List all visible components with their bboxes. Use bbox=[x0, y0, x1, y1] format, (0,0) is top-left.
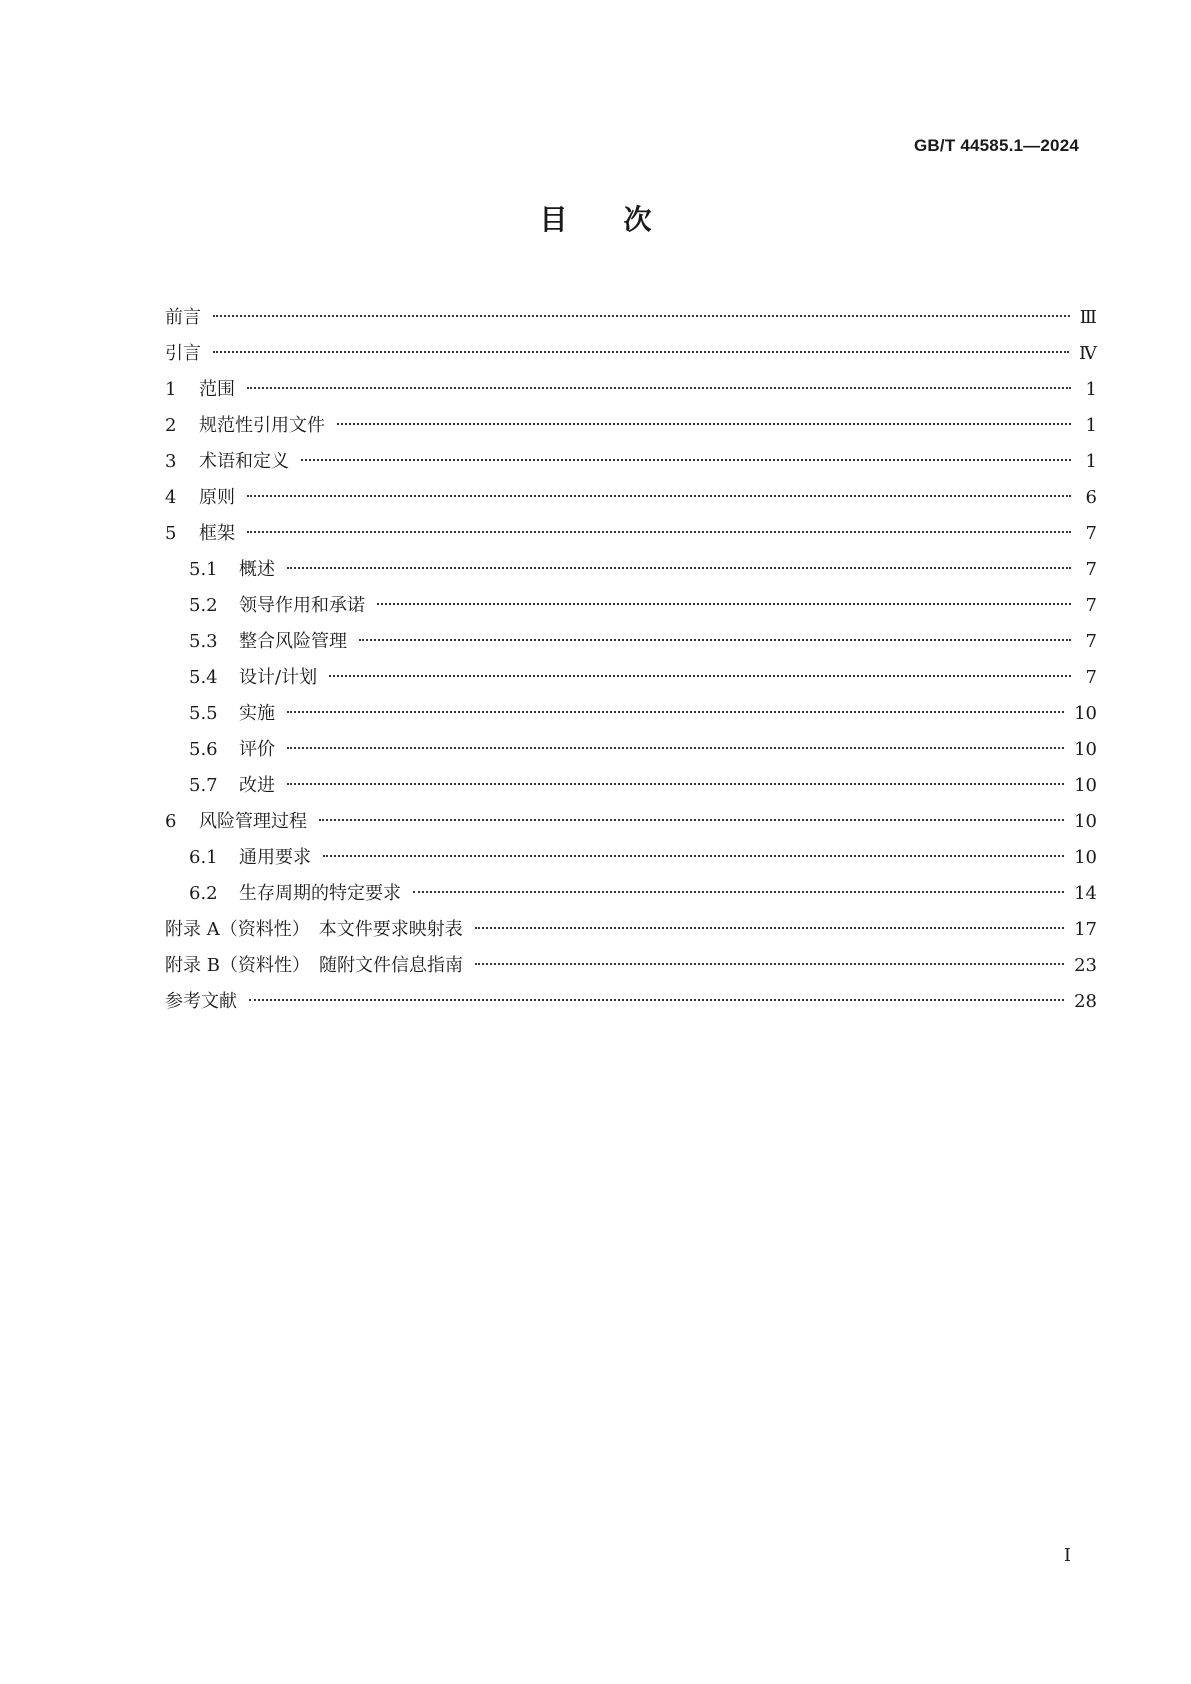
dot-leader bbox=[475, 927, 1064, 929]
toc-entry-page: 10 bbox=[1074, 739, 1097, 760]
toc-entry[interactable] bbox=[165, 624, 1097, 660]
toc-entry-number: 1 bbox=[165, 379, 177, 400]
toc-entry-title: 引言 bbox=[165, 343, 201, 364]
toc-entry-page: 1 bbox=[1085, 415, 1097, 436]
toc-entry-number: 5.4 bbox=[189, 667, 218, 688]
toc-entry-title: 整合风险管理 bbox=[239, 631, 347, 652]
dot-leader bbox=[323, 855, 1064, 857]
page-title: 目次 bbox=[539, 203, 708, 236]
toc-entry-title: 通用要求 bbox=[239, 847, 311, 868]
toc-entry[interactable] bbox=[165, 984, 1097, 1020]
toc-entry-title: 附录 A（资料性） 本文件要求映射表 bbox=[165, 919, 463, 940]
toc-entry-title: 设计/计划 bbox=[239, 667, 318, 688]
toc-entry-title: 规范性引用文件 bbox=[199, 415, 325, 436]
toc-entry-number: 6.1 bbox=[189, 847, 218, 868]
toc-entry[interactable] bbox=[165, 840, 1097, 876]
toc-entry-number: 5.1 bbox=[189, 559, 218, 580]
toc-entry-title: 参考文献 bbox=[165, 991, 237, 1012]
toc-entry-title: 附录 B（资料性） 随附文件信息指南 bbox=[165, 955, 463, 976]
dot-leader bbox=[287, 747, 1064, 749]
toc-entry-title: 框架 bbox=[199, 523, 235, 544]
dot-leader bbox=[337, 423, 1071, 425]
toc-entry-number: 4 bbox=[165, 487, 177, 508]
toc-entry[interactable] bbox=[165, 408, 1097, 444]
toc-entry-title: 概述 bbox=[239, 559, 275, 580]
dot-leader bbox=[301, 459, 1071, 461]
dot-leader bbox=[329, 675, 1071, 677]
dot-leader bbox=[413, 891, 1064, 893]
toc-entry[interactable] bbox=[165, 912, 1097, 948]
table-of-contents bbox=[165, 300, 1097, 1020]
toc-entry-page: 7 bbox=[1085, 595, 1097, 616]
toc-entry-page: 7 bbox=[1085, 523, 1097, 544]
dot-leader bbox=[287, 711, 1064, 713]
toc-entry[interactable] bbox=[165, 768, 1097, 804]
toc-entry-page: 23 bbox=[1074, 955, 1097, 976]
toc-entry[interactable] bbox=[165, 732, 1097, 768]
dot-leader bbox=[213, 315, 1070, 317]
toc-entry-number: 5.5 bbox=[189, 703, 218, 724]
toc-entry-number: 6 bbox=[165, 811, 177, 832]
toc-entry-title: 原则 bbox=[199, 487, 235, 508]
toc-entry-page: 14 bbox=[1074, 883, 1097, 904]
toc-entry-page: 7 bbox=[1085, 631, 1097, 652]
toc-entry-page: Ⅲ bbox=[1079, 307, 1097, 328]
toc-entry[interactable] bbox=[165, 552, 1097, 588]
toc-entry-page: 17 bbox=[1074, 919, 1097, 940]
toc-entry-number: 2 bbox=[165, 415, 177, 436]
toc-entry-page: 28 bbox=[1074, 991, 1097, 1012]
toc-entry-number: 5.7 bbox=[189, 775, 218, 796]
toc-entry-title: 范围 bbox=[199, 379, 235, 400]
dot-leader bbox=[319, 819, 1064, 821]
dot-leader bbox=[249, 999, 1064, 1001]
toc-entry[interactable] bbox=[165, 948, 1097, 984]
dot-leader bbox=[287, 567, 1071, 569]
toc-entry-number: 5.3 bbox=[189, 631, 218, 652]
toc-entry-page: 10 bbox=[1074, 703, 1097, 724]
toc-entry[interactable] bbox=[165, 804, 1097, 840]
dot-leader bbox=[247, 495, 1071, 497]
toc-entry[interactable] bbox=[165, 660, 1097, 696]
dot-leader bbox=[377, 603, 1071, 605]
toc-entry-title: 风险管理过程 bbox=[199, 811, 307, 832]
toc-entry-page: 1 bbox=[1085, 379, 1097, 400]
toc-entry[interactable] bbox=[165, 372, 1097, 408]
toc-entry-title: 实施 bbox=[239, 703, 275, 724]
toc-entry-page: 7 bbox=[1085, 667, 1097, 688]
toc-entry-title: 术语和定义 bbox=[199, 451, 289, 472]
toc-entry-page: Ⅳ bbox=[1079, 343, 1097, 364]
toc-entry-title: 生存周期的特定要求 bbox=[239, 883, 401, 904]
toc-entry[interactable] bbox=[165, 336, 1097, 372]
toc-entry-page: 6 bbox=[1085, 487, 1097, 508]
toc-entry-number: 3 bbox=[165, 451, 177, 472]
toc-entry-title: 评价 bbox=[239, 739, 275, 760]
toc-entry-number: 5.6 bbox=[189, 739, 218, 760]
toc-entry-number: 5.2 bbox=[189, 595, 218, 616]
dot-leader bbox=[247, 387, 1071, 389]
dot-leader bbox=[213, 351, 1069, 353]
toc-entry[interactable] bbox=[165, 876, 1097, 912]
toc-entry-title: 前言 bbox=[165, 307, 201, 328]
toc-entry[interactable] bbox=[165, 444, 1097, 480]
dot-leader bbox=[287, 783, 1064, 785]
toc-entry-title: 领导作用和承诺 bbox=[239, 595, 365, 616]
toc-entry-page: 7 bbox=[1085, 559, 1097, 580]
dot-leader bbox=[475, 963, 1064, 965]
toc-entry[interactable] bbox=[165, 696, 1097, 732]
toc-entry-page: 10 bbox=[1074, 775, 1097, 796]
toc-entry-page: 10 bbox=[1074, 847, 1097, 868]
toc-entry[interactable] bbox=[165, 588, 1097, 624]
toc-entry-page: 1 bbox=[1085, 451, 1097, 472]
toc-entry[interactable] bbox=[165, 516, 1097, 552]
toc-entry-page: 10 bbox=[1074, 811, 1097, 832]
toc-entry-number: 6.2 bbox=[189, 883, 218, 904]
dot-leader bbox=[247, 531, 1071, 533]
toc-entry[interactable] bbox=[165, 300, 1097, 336]
standard-number: GB/T 44585.1—2024 bbox=[914, 136, 1079, 155]
dot-leader bbox=[359, 639, 1071, 641]
toc-entry-title: 改进 bbox=[239, 775, 275, 796]
page-number: I bbox=[1063, 1545, 1071, 1566]
toc-entry-number: 5 bbox=[165, 523, 177, 544]
toc-entry[interactable] bbox=[165, 480, 1097, 516]
